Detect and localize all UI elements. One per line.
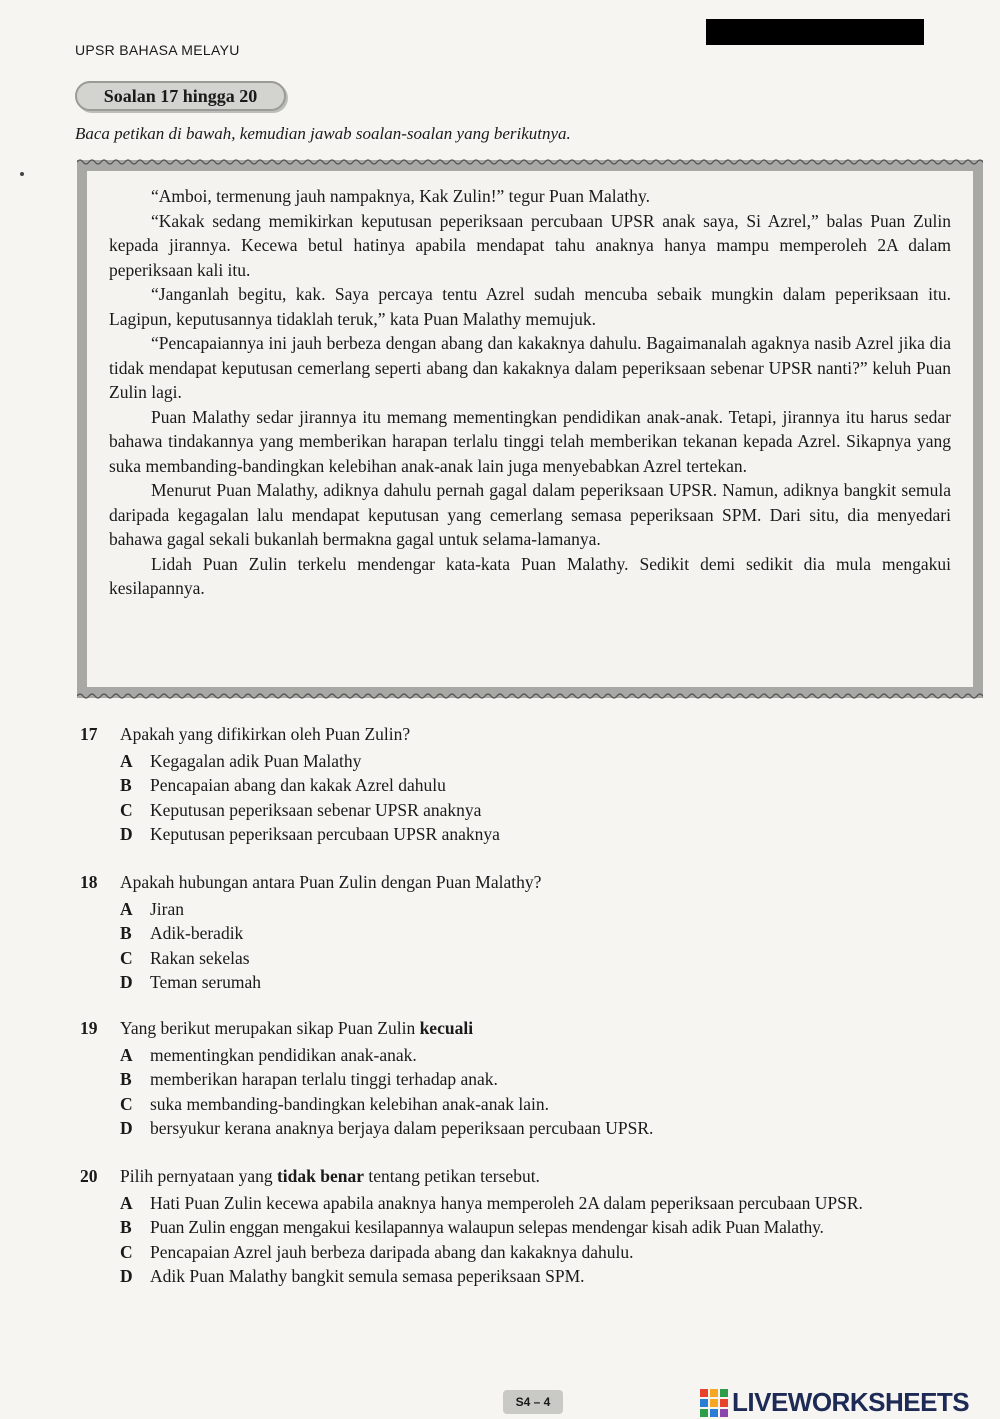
option-c[interactable]: C Rakan sekelas [120, 947, 250, 968]
wavy-border-top [77, 157, 983, 167]
question-19 [80, 1018, 980, 1141]
logo-tile [720, 1399, 728, 1407]
option-d[interactable]: D bersyukur kerana anaknya berjaya dalam peperiksaan percubaan UPSR. [120, 1118, 654, 1138]
question-stem: Apakah yang difikirkan oleh Puan Zulin? [120, 724, 411, 744]
passage-paragraph: “Amboi, termenung jauh nampaknya, Kak Zulin!” tegur Puan Malathy. [151, 186, 650, 206]
option-c[interactable]: C Pencapaian Azrel jauh berbeza daripada abang dan kakaknya dahulu. [120, 1241, 634, 1262]
redaction-bar [706, 19, 924, 45]
wavy-border-bottom [77, 691, 983, 701]
logo-tile [720, 1409, 728, 1417]
option-a[interactable]: A Kegagalan adik Puan Malathy [120, 750, 362, 771]
logo-tile [710, 1399, 718, 1407]
question-stem: Pilih pernyataan yang [120, 1166, 273, 1186]
passage-paragraph: Menurut Puan Malathy, adiknya dahulu pernah gagal dalam peperiksaan UPSR. Namun, adiknya bangkit semula daripada kegagalan lalu mendapat keputusan yang cemerlang semasa peperiksaan SPM. Dari situ, dia menyedari bahawa gagal sekali bukanlah bermakna gagal untuk selama-lamanya. [109, 480, 951, 549]
question-stem-end: tentang petikan tersebut. [368, 1166, 540, 1186]
option-c[interactable]: C suka membanding-bandingkan kelebihan anak-anak lain. [120, 1093, 549, 1114]
logo-tile [700, 1399, 708, 1407]
question-18 [80, 872, 980, 995]
option-b[interactable]: B Puan Zulin enggan mengakui kesilapannya walaupun selepas mendengar kisah adik Puan Malathy. [120, 1217, 824, 1237]
page-number: S4 – 4 [503, 1390, 563, 1414]
question-number: 20 [80, 1166, 98, 1186]
question-stem: Yang berikut merupakan sikap Puan Zulin [120, 1018, 416, 1038]
section-label: Soalan 17 hingga 20 [75, 81, 286, 111]
logo-tile [720, 1389, 728, 1397]
option-d[interactable]: D Adik Puan Malathy bangkit semula semasa peperiksaan SPM. [120, 1266, 585, 1286]
passage-paragraph: “Janganlah begitu, kak. Saya percaya tentu Azrel sudah mencuba sebaik mungkin dalam peperiksaan itu. Lagipun, keputusannya tidaklah teruk,” kata Puan Malathy memujuk. [109, 284, 951, 329]
option-b[interactable]: B Adik-beradik [120, 923, 244, 943]
liveworksheets-logo[interactable] [700, 1387, 969, 1418]
option-a[interactable]: A Jiran [120, 898, 185, 919]
question-17 [80, 724, 980, 847]
reading-passage [87, 171, 973, 687]
stray-mark [20, 172, 24, 176]
liveworksheets-icon [700, 1389, 728, 1417]
option-b[interactable]: B Pencapaian abang dan kakak Azrel dahulu [120, 775, 446, 795]
logo-tile [710, 1409, 718, 1417]
option-c[interactable]: C Keputusan peperiksaan sebenar UPSR anaknya [120, 799, 482, 820]
question-stem: Apakah hubungan antara Puan Zulin dengan Puan Malathy? [120, 872, 542, 892]
passage-paragraph: Lidah Puan Zulin terkelu mendengar kata-kata Puan Malathy. Sedikit demi sedikit dia mula mengakui kesilapannya. [109, 553, 951, 598]
logo-tile [710, 1389, 718, 1397]
passage-paragraph: “Kakak sedang memikirkan keputusan peperiksaan percubaan UPSR anak saya, Si Azrel,” balas Puan Zulin kepada jirannya. Kecewa betul hatinya apabila mendapat tahu anaknya hanya mampu memperoleh 2A dalam peperiksaan kali itu. [109, 210, 951, 280]
logo-tile [700, 1389, 708, 1397]
question-stem-emphasis: kecuali [419, 1018, 474, 1038]
brand-name: LIVEWORKSHEETS [732, 1387, 970, 1417]
question-stem-emphasis: tidak benar [276, 1166, 365, 1186]
instructions: Baca petikan di bawah, kemudian jawab soalan-soalan yang berikutnya. [75, 124, 571, 143]
running-header: UPSR BAHASA MELAYU [75, 42, 240, 58]
option-d[interactable]: D Keputusan peperiksaan percubaan UPSR anaknya [120, 824, 500, 844]
question-20 [80, 1166, 988, 1289]
question-number: 17 [80, 724, 98, 744]
option-d[interactable]: D Teman serumah [120, 972, 262, 992]
logo-tile [700, 1409, 708, 1417]
passage-paragraph: Puan Malathy sedar jirannya itu memang mementingkan pendidikan anak-anak. Tetapi, jirannya itu harus sedar bahawa tindakannya yang memberikan harapan terlalu tinggi telah memberikan tekanan kepada Azrel. Sikapnya yang suka membanding-bandingkan kelebihan anak-anak lain juga menyebabkan Azrel tertekan. [109, 406, 951, 476]
option-a[interactable]: A mementingkan pendidikan anak-anak. [120, 1044, 417, 1065]
option-b[interactable]: B memberikan harapan terlalu tinggi terhadap anak. [120, 1069, 498, 1089]
option-a[interactable]: A Hati Puan Zulin kecewa apabila anaknya hanya memperoleh 2A dalam peperiksaan percubaan UPSR. [120, 1192, 863, 1213]
passage-paragraph: “Pencapaiannya ini jauh berbeza dengan abang dan kakaknya dahulu. Bagaimanalah agaknya nasib Azrel jika dia tidak mendapat keputusan cemerlang seperti abang dan kakaknya dalam peperiksaan sebenar UPSR nanti?” keluh Puan Zulin lagi. [109, 333, 951, 402]
question-number: 19 [80, 1018, 98, 1038]
question-number: 18 [80, 872, 98, 892]
